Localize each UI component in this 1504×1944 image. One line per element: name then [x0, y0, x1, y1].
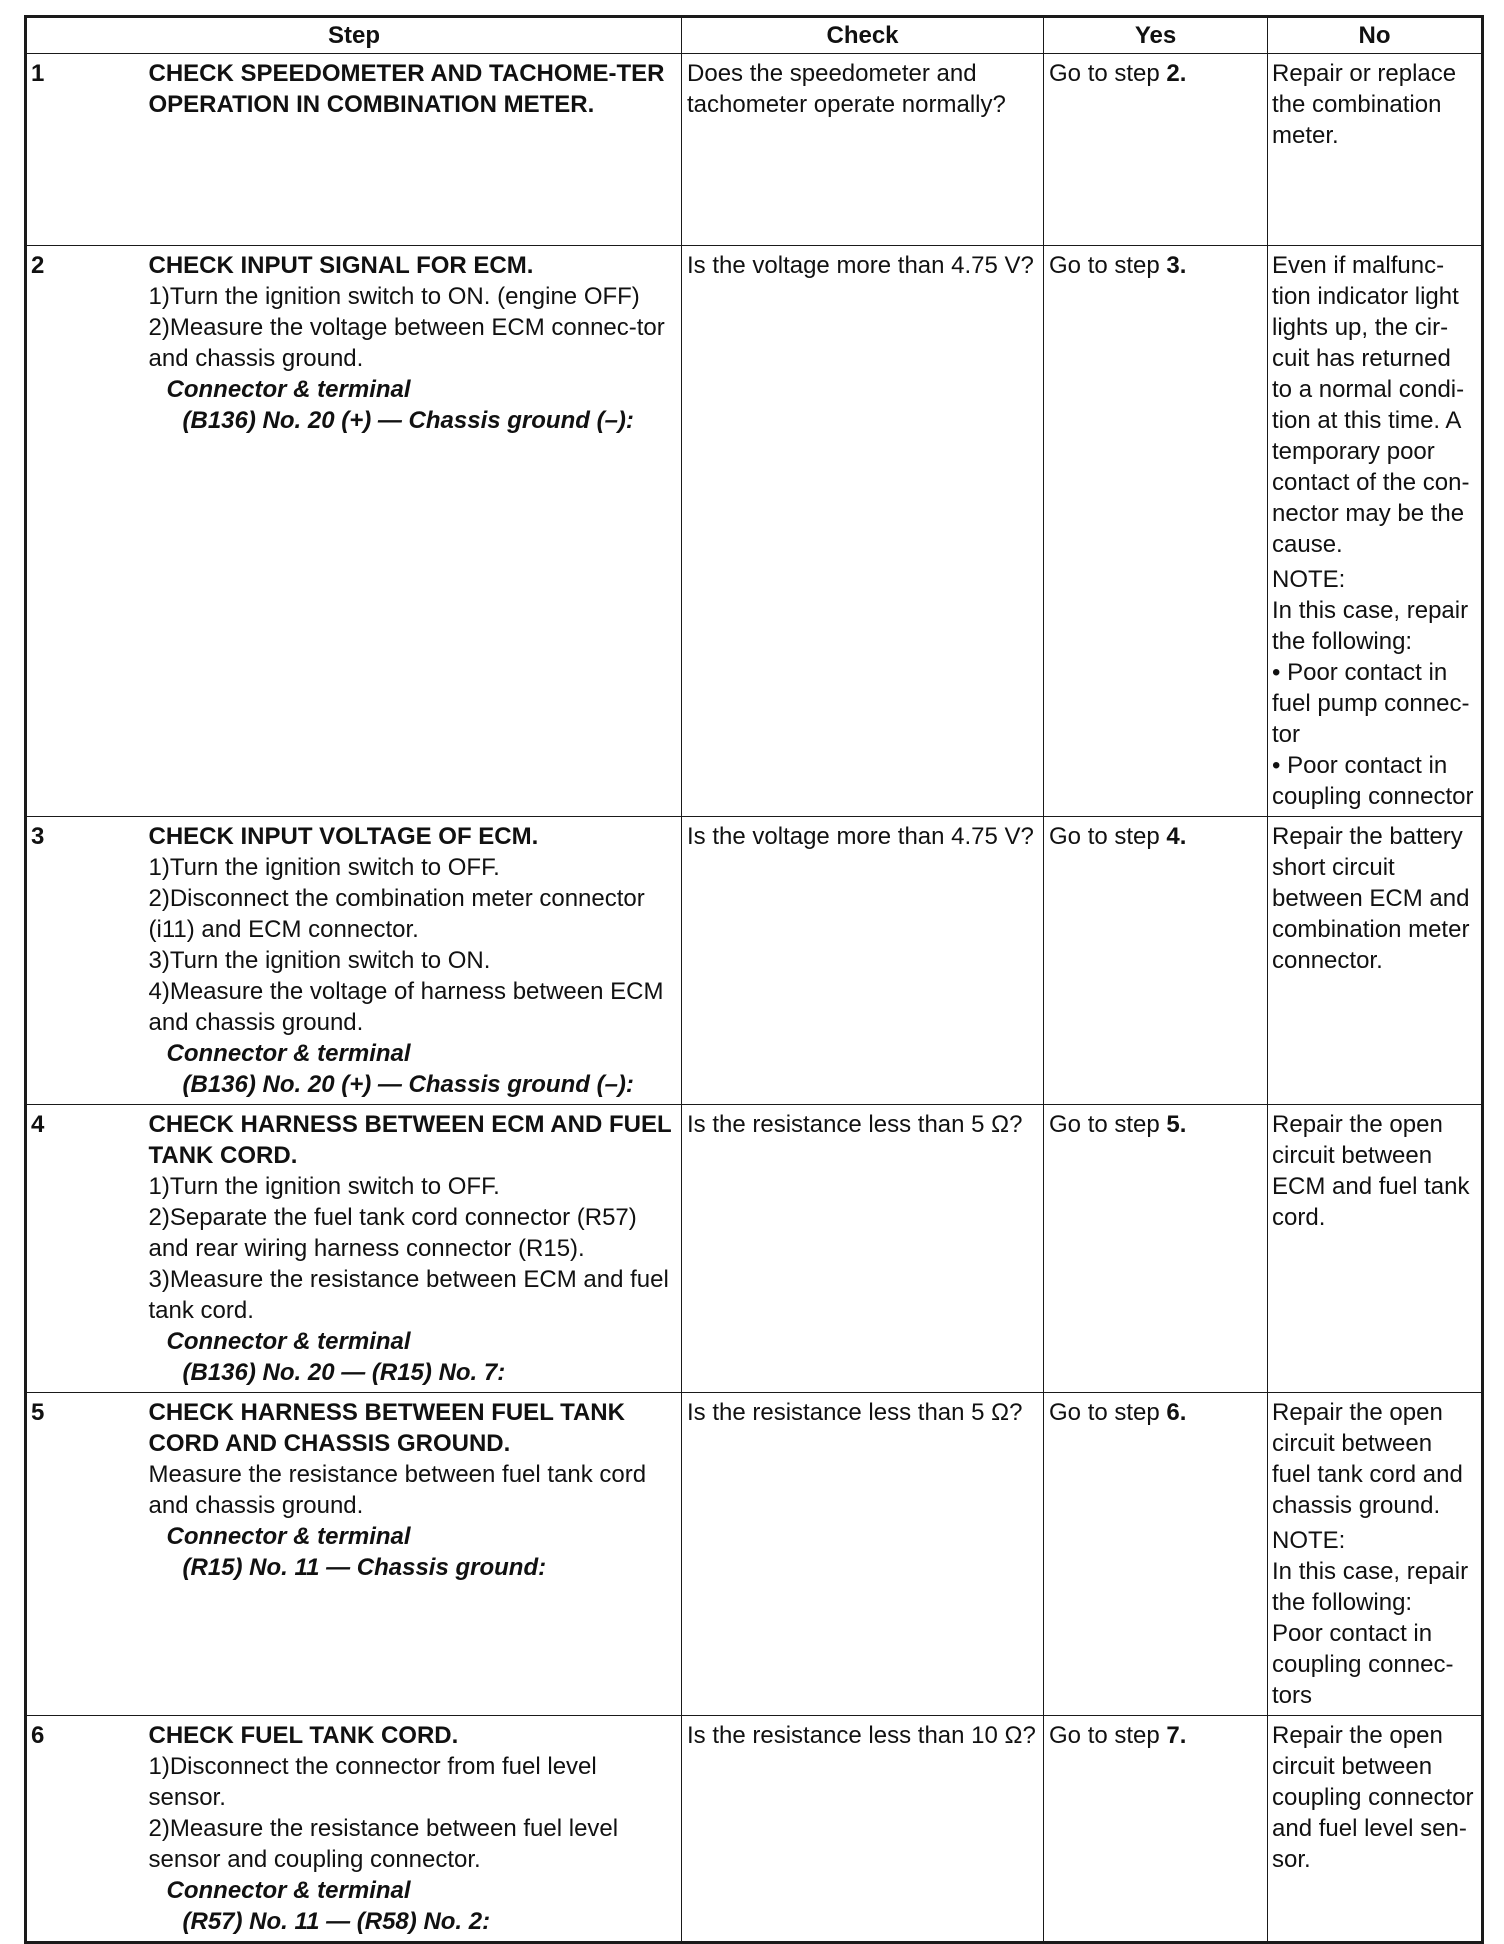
- step-instruction: 2)Measure the resistance between fuel level sensor and coupling connector.: [148, 1815, 619, 1873]
- no-note-line: • Poor contact in fuel pump connec-tor: [1272, 659, 1470, 748]
- step-title: CHECK INPUT SIGNAL FOR ECM.: [148, 252, 534, 279]
- header-check: Check: [682, 17, 1044, 54]
- no-action: Even if malfunc-tion indicator light lights up, the cir-cuit has returned to a normal condi-tion at this time. A temporary poor contact of the con-nector may be the cause.: [1272, 252, 1470, 558]
- table-row: [26, 1716, 1483, 1943]
- diagnostic-table: [24, 15, 1484, 1944]
- yes-step-ref: 2.: [1166, 60, 1187, 87]
- no-note-line: • Poor contact in coupling connector: [1272, 752, 1474, 810]
- yes-text: Go to step: [1049, 1722, 1167, 1749]
- yes-cell: [1044, 246, 1268, 817]
- no-cell: [1268, 246, 1483, 817]
- connector-label: Connector & terminal: [166, 376, 411, 403]
- yes-step-ref: 6.: [1166, 1399, 1187, 1426]
- diagnostic-page: [24, 15, 1481, 1944]
- table-row: [26, 1393, 1483, 1716]
- table-row: [26, 817, 1483, 1105]
- yes-text: Go to step: [1049, 823, 1167, 850]
- table-row: [26, 1105, 1483, 1393]
- yes-step-ref: 4.: [1166, 823, 1187, 850]
- connector-label: Connector & terminal: [166, 1523, 411, 1550]
- yes-cell: [1044, 1716, 1268, 1943]
- header-yes: Yes: [1044, 17, 1268, 54]
- step-instruction: 2)Disconnect the combination meter connector (i11) and ECM connector.: [148, 885, 645, 943]
- table-row: [26, 54, 1483, 246]
- yes-text: Go to step: [1049, 60, 1167, 87]
- no-action: Repair the battery short circuit between ECM and combination meter connector.: [1272, 823, 1470, 974]
- header-no: No: [1268, 17, 1483, 54]
- check-cell: Is the resistance less than 5 Ω?: [682, 1105, 1044, 1393]
- step-instruction: 1)Turn the ignition switch to OFF.: [148, 1173, 500, 1200]
- no-cell: [1268, 1105, 1483, 1393]
- no-action: Repair or replace the combination meter.: [1272, 60, 1457, 149]
- step-number: 1: [26, 54, 147, 246]
- check-cell: Is the voltage more than 4.75 V?: [682, 246, 1044, 817]
- step-instruction: 3)Measure the resistance between ECM and fuel tank cord.: [148, 1266, 669, 1324]
- connector-terminal: (B136) No. 20 (+) — Chassis ground (–):: [182, 407, 634, 434]
- yes-text: Go to step: [1049, 1399, 1167, 1426]
- yes-cell: [1044, 1393, 1268, 1716]
- step-number: 4: [26, 1105, 147, 1393]
- step-cell: [147, 817, 682, 1105]
- connector-label: Connector & terminal: [166, 1877, 411, 1904]
- table-header-row: [26, 17, 1483, 54]
- connector-label: Connector & terminal: [166, 1040, 411, 1067]
- connector-terminal: (R15) No. 11 — Chassis ground:: [182, 1554, 547, 1581]
- step-instruction: 3)Turn the ignition switch to ON.: [148, 947, 491, 974]
- step-instruction: 4)Measure the voltage of harness between ECM and chassis ground.: [148, 978, 664, 1036]
- connector-terminal: (B136) No. 20 — (R15) No. 7:: [182, 1359, 506, 1386]
- connector-terminal: (R57) No. 11 — (R58) No. 2:: [182, 1908, 491, 1935]
- no-cell: [1268, 817, 1483, 1105]
- yes-cell: [1044, 54, 1268, 246]
- no-note-line: In this case, repair the following:: [1272, 1558, 1469, 1616]
- step-instruction: Measure the resistance between fuel tank cord and chassis ground.: [148, 1461, 647, 1519]
- step-instruction: 1)Disconnect the connector from fuel level sensor.: [148, 1753, 597, 1811]
- yes-cell: [1044, 817, 1268, 1105]
- connector-terminal: (B136) No. 20 (+) — Chassis ground (–):: [182, 1071, 634, 1098]
- no-cell: [1268, 1716, 1483, 1943]
- step-title: CHECK HARNESS BETWEEN ECM AND FUEL TANK CORD.: [148, 1111, 672, 1169]
- no-cell: [1268, 54, 1483, 246]
- check-cell: Does the speedometer and tachometer operate normally?: [682, 54, 1044, 246]
- step-instruction: 1)Turn the ignition switch to OFF.: [148, 854, 500, 881]
- step-instruction: 2)Separate the fuel tank cord connector (R57) and rear wiring harness connector (R15).: [148, 1204, 637, 1262]
- table-body: [26, 54, 1483, 1943]
- step-cell: [147, 1105, 682, 1393]
- yes-text: Go to step: [1049, 1111, 1167, 1138]
- yes-text: Go to step: [1049, 252, 1167, 279]
- step-instruction: 1)Turn the ignition switch to ON. (engine OFF): [148, 283, 640, 310]
- step-instruction: 2)Measure the voltage between ECM connec-tor and chassis ground.: [148, 314, 665, 372]
- step-cell: [147, 1393, 682, 1716]
- check-cell: Is the voltage more than 4.75 V?: [682, 817, 1044, 1105]
- no-note-line: Poor contact in coupling connec-tors: [1272, 1620, 1454, 1709]
- step-title: CHECK HARNESS BETWEEN FUEL TANK CORD AND CHASSIS GROUND.: [148, 1399, 625, 1457]
- table-row: [26, 246, 1483, 817]
- step-cell: [147, 54, 682, 246]
- yes-step-ref: 7.: [1166, 1722, 1187, 1749]
- header-step: Step: [26, 17, 682, 54]
- step-title: CHECK INPUT VOLTAGE OF ECM.: [148, 823, 539, 850]
- no-note-line: NOTE:: [1272, 1527, 1346, 1554]
- no-action: Repair the open circuit between ECM and fuel tank cord.: [1272, 1111, 1470, 1231]
- connector-label: Connector & terminal: [166, 1328, 411, 1355]
- step-number: 6: [26, 1716, 147, 1943]
- check-cell: Is the resistance less than 5 Ω?: [682, 1393, 1044, 1716]
- no-action: Repair the open circuit between fuel tank cord and chassis ground.: [1272, 1399, 1463, 1519]
- yes-step-ref: 3.: [1166, 252, 1187, 279]
- yes-step-ref: 5.: [1166, 1111, 1187, 1138]
- yes-cell: [1044, 1105, 1268, 1393]
- no-cell: [1268, 1393, 1483, 1716]
- step-number: 3: [26, 817, 147, 1105]
- check-cell: Is the resistance less than 10 Ω?: [682, 1716, 1044, 1943]
- step-number: 2: [26, 246, 147, 817]
- step-title: CHECK SPEEDOMETER AND TACHOME-TER OPERATION IN COMBINATION METER.: [148, 60, 665, 118]
- step-number: 5: [26, 1393, 147, 1716]
- no-note-line: NOTE:: [1272, 566, 1346, 593]
- step-title: CHECK FUEL TANK CORD.: [148, 1722, 459, 1749]
- step-cell: [147, 246, 682, 817]
- no-note-line: In this case, repair the following:: [1272, 597, 1469, 655]
- no-action: Repair the open circuit between coupling connector and fuel level sen-sor.: [1272, 1722, 1474, 1873]
- step-cell: [147, 1716, 682, 1943]
